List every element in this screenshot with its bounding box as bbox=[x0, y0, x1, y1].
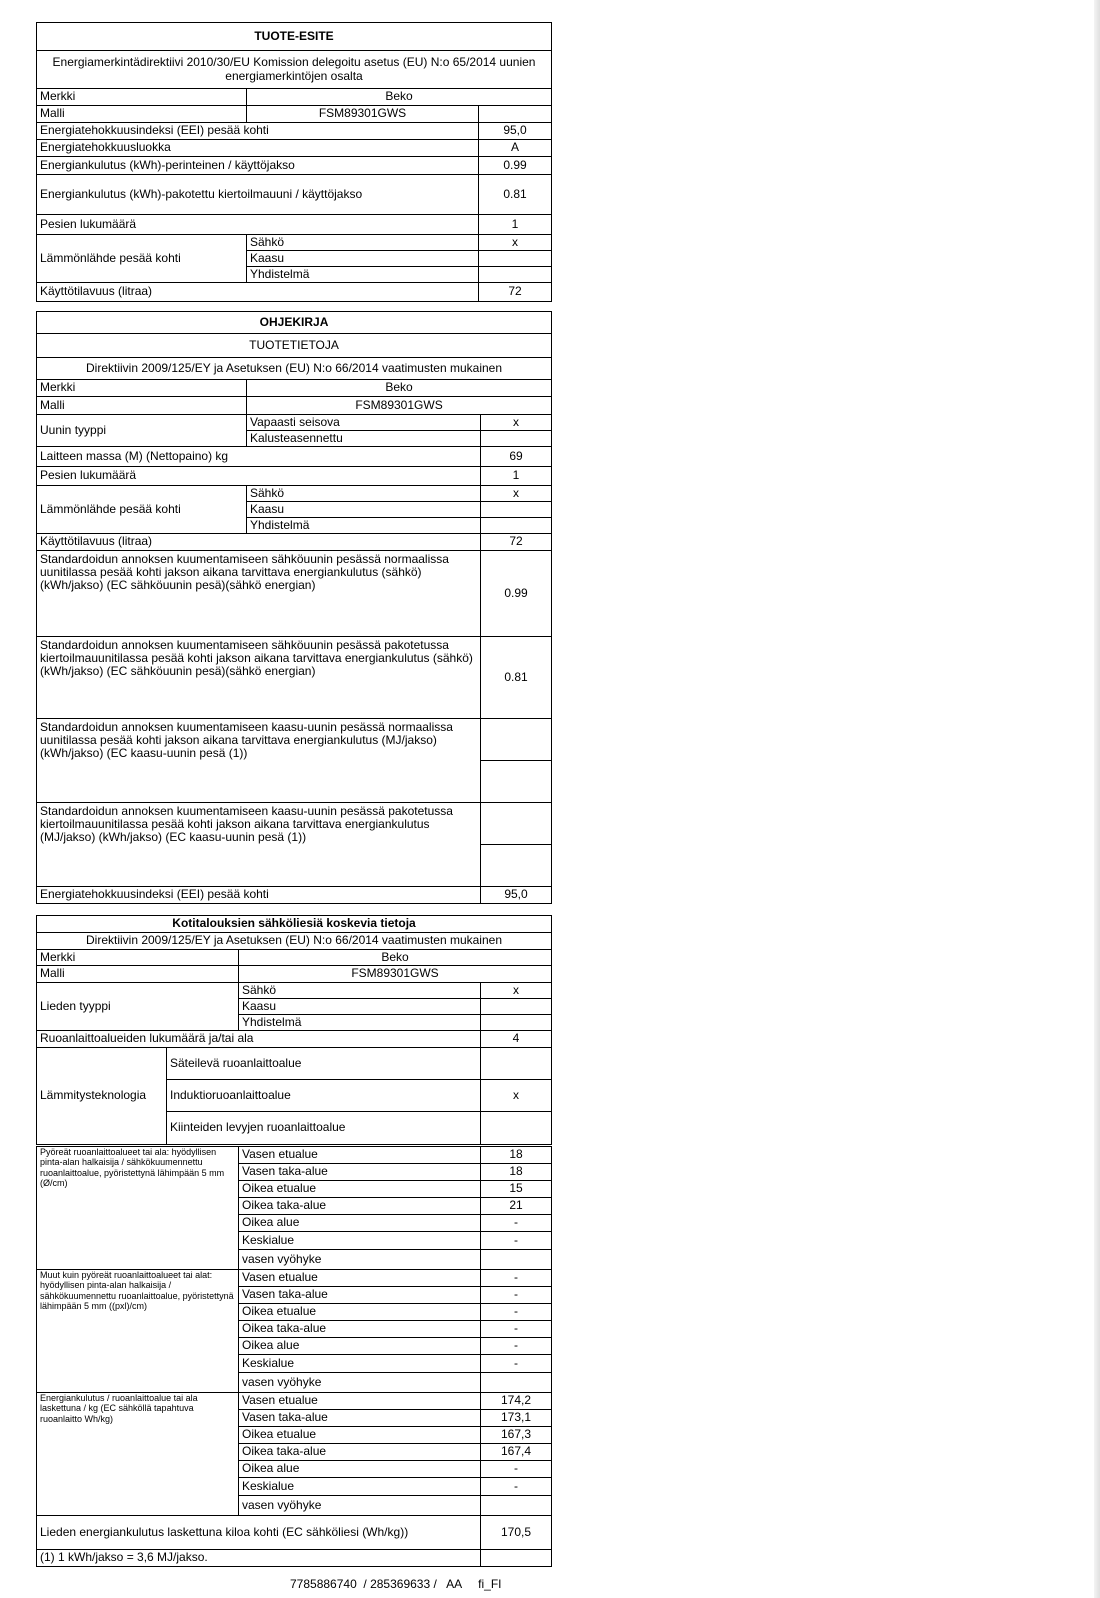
energy-zone-zone-name: Oikea alue bbox=[239, 1461, 481, 1478]
nonround-zone-zone-value: - bbox=[481, 1287, 552, 1304]
page-edge bbox=[1094, 0, 1100, 1598]
cavities-label: Pesien lukumäärä bbox=[37, 467, 481, 486]
mass-label: Laitteen massa (M) (Nettopaino) kg bbox=[37, 447, 481, 467]
nonround-zones-group bbox=[37, 1270, 552, 1393]
nonround-zone-zone-name: Vasen etualue bbox=[239, 1270, 481, 1287]
model-label: Malli bbox=[37, 397, 247, 415]
nonround-zone-zone-name: Keskialue bbox=[239, 1355, 481, 1373]
brand-value: Beko bbox=[239, 950, 552, 966]
eei-value: 95,0 bbox=[479, 123, 552, 140]
energy-zone-zone-name: Oikea taka-alue bbox=[239, 1444, 481, 1461]
hob-table bbox=[36, 915, 552, 1145]
eei-label: Energiatehokkuusindeksi (EEI) pesää kohti bbox=[37, 123, 479, 140]
total-energy-label: Lieden energiankulutus laskettuna kiloa kohti (EC sähköliesi (Wh/kg)) bbox=[37, 1516, 481, 1550]
cavities-value: 1 bbox=[481, 467, 552, 486]
manual-directive: Direktiivin 2009/125/EY ja Asetuksen (EU) N:o 66/2014 vaatimusten mukainen bbox=[37, 358, 552, 380]
ec-gas-fan-label: Standardoidun annoksen kuumentamiseen kaasu-uunin pesässä pakotetussa kiertoilmauunitilassa pesää kohti jakson aikana tarvittava energiankulutus (MJ/jakso) (kWh/jakso) (EC kaasu-uunin pesä (1)) bbox=[37, 803, 481, 887]
model-value: FSM89301GWS bbox=[247, 397, 552, 415]
round-zone-zone-name: Keskialue bbox=[239, 1232, 481, 1250]
nonround-zone-zone-value bbox=[481, 1373, 552, 1393]
manual-subtitle: TUOTETIETOJA bbox=[37, 334, 552, 358]
energy-zone-zone-name: Vasen etualue bbox=[239, 1393, 481, 1410]
round-zone-zone-value: - bbox=[481, 1232, 552, 1250]
brand-value: Beko bbox=[247, 380, 552, 397]
hob-title: Kotitalouksien sähköliesiä koskevia tietoja bbox=[37, 916, 552, 933]
round-zone-zone-value: 21 bbox=[481, 1198, 552, 1215]
round-zone-zone-name: Oikea taka-alue bbox=[239, 1198, 481, 1215]
round-zones-group bbox=[37, 1147, 552, 1270]
fiche-directive: Energiamerkintädirektiivi 2010/30/EU Komission delegoitu asetus (EU) N:o 65/2014 uunien energiamerkintöjen osalta bbox=[37, 51, 552, 89]
oven-type-label: Uunin tyyppi bbox=[37, 415, 247, 447]
oven-type-built-in: Kalusteasennettu bbox=[247, 431, 481, 447]
energy-zone-zone-value: - bbox=[481, 1478, 552, 1496]
energy-zone-zone-value: 167,3 bbox=[481, 1427, 552, 1444]
heat-source-combined: Yhdistelmä bbox=[247, 267, 479, 283]
hob-directive: Direktiivin 2009/125/EY ja Asetuksen (EU) N:o 66/2014 vaatimusten mukainen bbox=[37, 933, 552, 950]
model-value: FSM89301GWS bbox=[247, 106, 479, 123]
nonround-zone-zone-name: vasen vyöhyke bbox=[239, 1373, 481, 1393]
heat-source-gas: Kaasu bbox=[247, 251, 479, 267]
heat-source-combined: Yhdistelmä bbox=[247, 518, 481, 534]
heat-source-label: Lämmönlähde pesää kohti bbox=[37, 235, 247, 283]
round-zone-zone-value: 18 bbox=[481, 1164, 552, 1181]
fan-energy-label: Energiankulutus (kWh)-pakotettu kiertoilmauuni / käyttöjakso bbox=[37, 175, 479, 215]
hob-type-electric-value: x bbox=[481, 983, 552, 999]
energy-zone-zone-name: Vasen taka-alue bbox=[239, 1410, 481, 1427]
ec-electric-conventional-label: Standardoidun annoksen kuumentamiseen sähköuunin pesässä normaalissa uunitilassa pesää kohti jakson aikana tarvittava energiankulutus (sähkö) (kWh/jakso) (EC sähköuunin pesä)(sähkö energian) bbox=[37, 551, 481, 637]
round-zone-zone-name: Vasen etualue bbox=[239, 1147, 481, 1164]
nonround-zone-label: Muut kuin pyöreät ruoanlaittoalueet tai alat: hyödyllisen pinta-alan halkaisija / sähkökuumennettu ruoanlaittoalue, pyöristettynä lähimpään 5 mm ((pxl)/cm) bbox=[37, 1270, 239, 1393]
hob-type-label: Lieden tyyppi bbox=[37, 983, 239, 1031]
nonround-zone-zone-value: - bbox=[481, 1338, 552, 1355]
product-fiche-table bbox=[36, 22, 552, 302]
heat-source-electric-value: x bbox=[481, 486, 552, 502]
nonround-zone-zone-name: Oikea taka-alue bbox=[239, 1321, 481, 1338]
nonround-zone-zone-value: - bbox=[481, 1321, 552, 1338]
energy-zone-zone-value: 174,2 bbox=[481, 1393, 552, 1410]
eei-label: Energiatehokkuusindeksi (EEI) pesää kohti bbox=[37, 887, 481, 904]
brand-value: Beko bbox=[247, 89, 552, 106]
mass-value: 69 bbox=[481, 447, 552, 467]
fan-energy-value: 0.81 bbox=[479, 175, 552, 215]
energy-zone-zone-name: Keskialue bbox=[239, 1478, 481, 1496]
ec-electric-fan-value: 0.81 bbox=[481, 637, 552, 719]
model-label: Malli bbox=[37, 966, 239, 983]
brand-label: Merkki bbox=[37, 380, 247, 397]
zones-table bbox=[36, 1146, 552, 1567]
round-zone-zone-name: Oikea alue bbox=[239, 1215, 481, 1232]
energy-zone-zone-value: 167,4 bbox=[481, 1444, 552, 1461]
manual-title: OHJEKIRJA bbox=[37, 312, 552, 334]
zones-count-value: 4 bbox=[481, 1031, 552, 1048]
ec-gas-conventional-label: Standardoidun annoksen kuumentamiseen kaasu-uunin pesässä normaalissa uunitilassa pesää kohti jakson aikana tarvittava energiankulutus (MJ/jakso) (kWh/jakso) (EC kaasu-uunin pesä (1)) bbox=[37, 719, 481, 803]
volume-value: 72 bbox=[479, 283, 552, 302]
conversion-note: (1) 1 kWh/jakso = 3,6 MJ/jakso. bbox=[37, 1550, 481, 1567]
heat-source-electric: Sähkö bbox=[247, 486, 481, 502]
round-zone-zone-name: Oikea etualue bbox=[239, 1181, 481, 1198]
conventional-energy-label: Energiankulutus (kWh)-perinteinen / käyttöjakso bbox=[37, 157, 479, 175]
round-zone-zone-name: Vasen taka-alue bbox=[239, 1164, 481, 1181]
round-zone-zone-value bbox=[481, 1250, 552, 1270]
eei-value: 95,0 bbox=[481, 887, 552, 904]
oven-type-freestanding-value: x bbox=[481, 415, 552, 431]
brand-label: Merkki bbox=[37, 89, 247, 106]
document-footer: 7785886740 / 285369633 / AA fi_FI bbox=[290, 1577, 502, 1591]
heating-technology-label: Lämmitysteknologia bbox=[37, 1048, 167, 1145]
energy-class-label: Energiatehokkuusluokka bbox=[37, 140, 479, 157]
round-zone-zone-value: 18 bbox=[481, 1147, 552, 1164]
ec-electric-conventional-value: 0.99 bbox=[481, 551, 552, 637]
volume-label: Käyttötilavuus (litraa) bbox=[37, 534, 481, 551]
energy-zone-zone-name: Oikea etualue bbox=[239, 1427, 481, 1444]
model-value: FSM89301GWS bbox=[239, 966, 552, 983]
volume-label: Käyttötilavuus (litraa) bbox=[37, 283, 479, 302]
round-zone-zone-value: 15 bbox=[481, 1181, 552, 1198]
total-energy-value: 170,5 bbox=[481, 1516, 552, 1550]
cavities-value: 1 bbox=[479, 215, 552, 235]
tech-radiant: Säteilevä ruoanlaittoalue bbox=[167, 1048, 481, 1080]
round-zone-zone-name: vasen vyöhyke bbox=[239, 1250, 481, 1270]
heat-source-label: Lämmönlähde pesää kohti bbox=[37, 486, 247, 534]
nonround-zone-zone-name: Oikea alue bbox=[239, 1338, 481, 1355]
tech-induction-value: x bbox=[481, 1080, 552, 1112]
model-label: Malli bbox=[37, 106, 247, 123]
ec-electric-fan-label: Standardoidun annoksen kuumentamiseen sähköuunin pesässä pakotetussa kiertoilmauunitilassa pesää kohti jakson aikana tarvittava energiankulutus (sähkö) (kWh/jakso) (EC sähköuunin pesä)(sähkö energian) bbox=[37, 637, 481, 719]
heat-source-electric-value: x bbox=[479, 235, 552, 251]
brand-label: Merkki bbox=[37, 950, 239, 966]
conventional-energy-value: 0.99 bbox=[479, 157, 552, 175]
energy-zone-label: Energiankulutus / ruoanlaittoalue tai ala laskettuna / kg (EC sähköllä tapahtuva ruoanlaitto Wh/kg) bbox=[37, 1393, 239, 1516]
fiche-title: TUOTE-ESITE bbox=[37, 23, 552, 51]
tech-induction: Induktioruoanlaittoalue bbox=[167, 1080, 481, 1112]
heat-source-electric: Sähkö bbox=[247, 235, 479, 251]
energy-class-value: A bbox=[479, 140, 552, 157]
zones-count-label: Ruoanlaittoalueiden lukumäärä ja/tai ala bbox=[37, 1031, 481, 1048]
round-zone-label: Pyöreät ruoanlaittoalueet tai ala: hyödyllisen pinta-alan halkaisija / sähkökuumennettu ruoanlaittoalue, pyöristettynä lähimpään 5 mm (Ø/cm) bbox=[37, 1147, 239, 1270]
tech-solid-plate: Kiinteiden levyjen ruoanlaittoalue bbox=[167, 1112, 481, 1145]
hob-type-combined: Yhdistelmä bbox=[239, 1015, 481, 1031]
nonround-zone-zone-value: - bbox=[481, 1355, 552, 1373]
heat-source-gas: Kaasu bbox=[247, 502, 481, 518]
volume-value: 72 bbox=[481, 534, 552, 551]
nonround-zone-zone-value: - bbox=[481, 1270, 552, 1287]
energy-zone-zone-name: vasen vyöhyke bbox=[239, 1496, 481, 1516]
hob-type-electric: Sähkö bbox=[239, 983, 481, 999]
energy-zone-zone-value: 173,1 bbox=[481, 1410, 552, 1427]
energy-zones-group bbox=[37, 1393, 552, 1516]
energy-zone-zone-value bbox=[481, 1496, 552, 1516]
oven-type-freestanding: Vapaasti seisova bbox=[247, 415, 481, 431]
hob-type-gas: Kaasu bbox=[239, 999, 481, 1015]
nonround-zone-zone-value: - bbox=[481, 1304, 552, 1321]
nonround-zone-zone-name: Oikea etualue bbox=[239, 1304, 481, 1321]
nonround-zone-zone-name: Vasen taka-alue bbox=[239, 1287, 481, 1304]
cavities-label: Pesien lukumäärä bbox=[37, 215, 479, 235]
energy-zone-zone-value: - bbox=[481, 1461, 552, 1478]
manual-table bbox=[36, 311, 552, 904]
round-zone-zone-value: - bbox=[481, 1215, 552, 1232]
